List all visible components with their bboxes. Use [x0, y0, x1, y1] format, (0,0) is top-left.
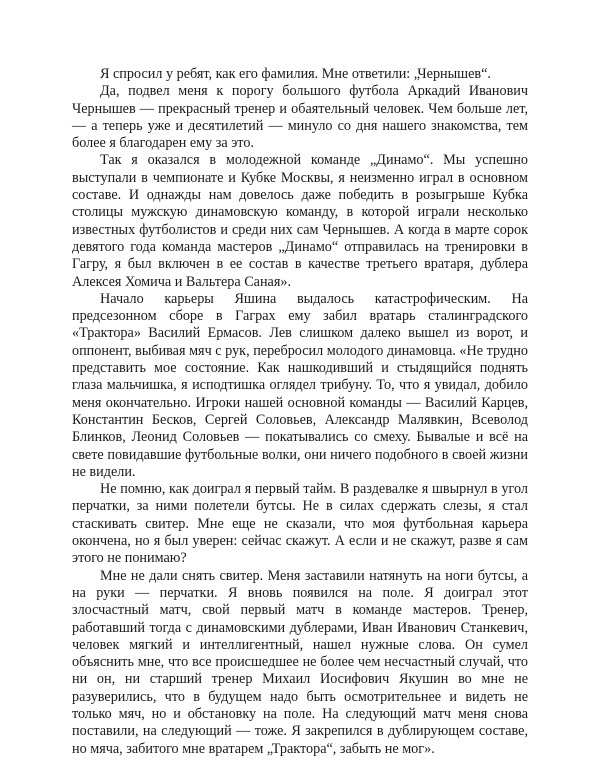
paragraph: Я спросил у ребят, как его фамилия. Мне ответили: „Чернышев“.	[100, 66, 491, 82]
document-page	[72, 66, 528, 758]
paragraph: Начало карьеры Яшина выдалось катастрофическим. На предсезонном сборе в Гаграх ему забил вратарь сталинградского «Трактора» Василий Ермасов. Лев слишком далеко вышел из ворот, и оппонент, выбивая мяч с рук, перебросил молодого динамовца. «Не трудно представить мое состояние. Как нашкодивший и стыдящийся поднять глаза мальчишка, я исподтишка оглядел трибуну. То, что я увидал, добило меня окончательно. Игроки нашей основной команды — Василий Карцев, Константин Бесков, Сергей Соловьев, Александр Малявкин, Всеволод Блинков, Леонид Соловьев — покатывались со смеху. Бывалые и всё на свете повидавшие футбольные волки, они ничего подобного в своей жизни не видели.	[72, 290, 528, 480]
paragraph: Мне не дали снять свитер. Меня заставили натянуть на ноги бутсы, а на руки — перчатки. Я вновь появился на поле. Я доиграл этот злосчастный матч, свой первый матч в команде мастеров. Тренер, работавший тогда с динамовскими дублерами, Иван Иванович Станкевич, человек мягкий и интеллигентный, нашел нужные слова. Он сумел объяснить мне, что все происшедшее не более чем несчастный случай, что ни он, ни старший тренер Михаил Иосифович Якушин во мне не разуверились, что в будущем надо быть осмотрительнее и видеть не только мяч, но и обстановку на поле. На следующий матч меня снова поставили, на следующий — тоже. Я закрепился в дублирующем составе, но мяча, забитого мне вратарем „Трактора“, забыть не мог».	[72, 567, 528, 757]
paragraph: Не помню, как доиграл я первый тайм. В раздевалке я швырнул в угол перчатки, за ними полетели бутсы. Не в силах сдержать слезы, я стал стаскивать свитер. Мне еще не сказали, что моя футбольная карьера окончена, но я был уверен: сейчас скажут. А если и не скажут, разве я сам этого не понимаю?	[72, 481, 528, 567]
paragraph: Так я оказался в молодежной команде „Динамо“. Мы успешно выступали в чемпионате и Кубке Москвы, я неизменно играл в основном составе. И однажды нам довелось даже победить в розыгрыше Кубка столицы мужскую динамовскую команду, в которой играли несколько известных футболистов и среди них сам Чернышев. А когда в марте сорок девятого года команда мастеров „Динамо“ отправилась на тренировки в Гагру, я был включен в ее состав в качестве третьего вратаря, дублера Алексея Хомича и Вальтера Саная».	[72, 152, 528, 290]
paragraph: Да, подвел меня к порогу большого футбола Аркадий Иванович Чернышев — прекрасный тренер и обаятельный человек. Чем больше лет, — а теперь уже и десятилетий — минуло со дня нашего знакомства, тем более я благодарен ему за это.	[72, 83, 528, 152]
